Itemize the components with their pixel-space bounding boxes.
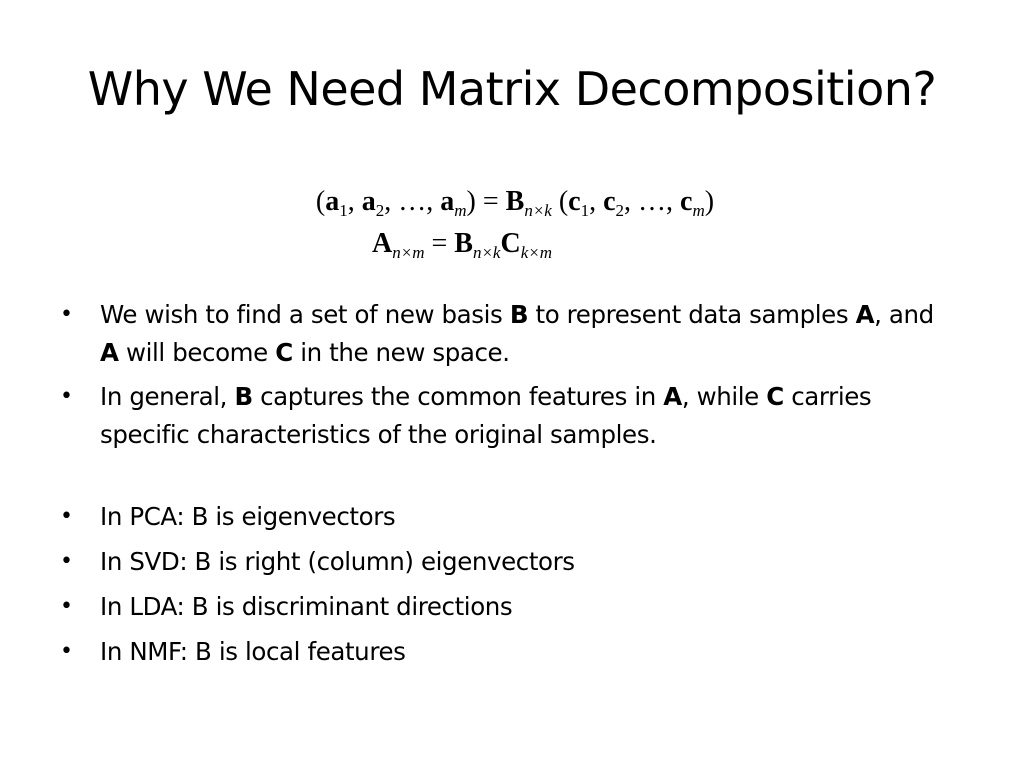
eq-c2: c [603, 186, 616, 217]
eq-sep: , [347, 186, 362, 217]
eq-paren: ( [315, 186, 326, 217]
equation-vector-form [0, 186, 972, 218]
bullet-icon: • [60, 302, 73, 327]
bullet-icon: • [60, 639, 73, 664]
eq-sub: 2 [615, 201, 625, 220]
eq-sub: m [692, 201, 705, 220]
eq-c1: c [568, 186, 581, 217]
eq-sub: 1 [580, 201, 590, 220]
bold-A: A [663, 382, 682, 411]
equation-matrix-form [0, 228, 974, 260]
bullet-icon: • [60, 594, 73, 619]
bullet-text: We wish to find a set of new basis [100, 300, 510, 329]
eq-sub: n×k [472, 243, 501, 262]
bullet-text: In SVD: B is right (column) eigenvectors [100, 547, 575, 576]
eq-a1: a [325, 186, 340, 217]
bullet-item-lda [60, 584, 940, 629]
eq-equals: = [424, 228, 455, 259]
eq-B: B [454, 228, 473, 259]
eq-sep: , …, [384, 186, 441, 217]
bullet-item-pca [60, 494, 940, 539]
eq-am: a [440, 186, 455, 217]
eq-paren: ( [551, 186, 569, 217]
bold-B: B [234, 382, 253, 411]
bullet-text: , and [874, 300, 934, 329]
bold-C: C [766, 382, 784, 411]
eq-sub: k×m [520, 243, 553, 262]
eq-sub: n×m [392, 243, 425, 262]
bullet-text: will become [118, 338, 276, 367]
bullet-list [60, 296, 940, 674]
bullet-text: In NMF: B is local features [100, 637, 406, 666]
bullet-icon: • [60, 549, 73, 574]
eq-sub: m [454, 201, 467, 220]
bullet-item-general [60, 378, 940, 454]
eq-a2: a [361, 186, 376, 217]
eq-equals: ) = [466, 186, 506, 217]
bullet-item-svd [60, 539, 940, 584]
bullet-text: captures the common features in [252, 382, 664, 411]
eq-sub: n×k [524, 201, 552, 220]
bullet-text: In general, [100, 382, 235, 411]
bold-B: B [509, 300, 529, 329]
eq-cm: c [680, 186, 693, 217]
bullet-text: , while [681, 382, 767, 411]
eq-sep: , …, [624, 186, 681, 217]
eq-sub: 2 [375, 201, 385, 220]
eq-paren: ) [704, 186, 715, 217]
bullet-text: In LDA: B is discriminant directions [100, 592, 513, 621]
bullet-icon: • [60, 384, 73, 409]
bullet-text: In PCA: B is eigenvectors [100, 502, 396, 531]
bold-C: C [275, 338, 293, 367]
eq-A: A [371, 228, 393, 259]
slide-title: Why We Need Matrix Decomposition? [87, 62, 937, 116]
bullet-item-basis [60, 296, 940, 372]
eq-sub: 1 [339, 201, 348, 220]
bullet-icon: • [60, 504, 73, 529]
bullet-item-nmf [60, 629, 940, 674]
eq-sep: , [589, 186, 604, 217]
eq-C: C [500, 228, 521, 259]
bold-A: A [100, 338, 119, 367]
bullet-text: to represent data samples [528, 300, 856, 329]
list-spacer [60, 454, 940, 494]
bullet-text: in the new space. [292, 338, 510, 367]
eq-B: B [505, 186, 525, 217]
bold-A: A [855, 300, 875, 329]
bullet-text: carries specific characteristics of the original samples. [100, 382, 872, 449]
